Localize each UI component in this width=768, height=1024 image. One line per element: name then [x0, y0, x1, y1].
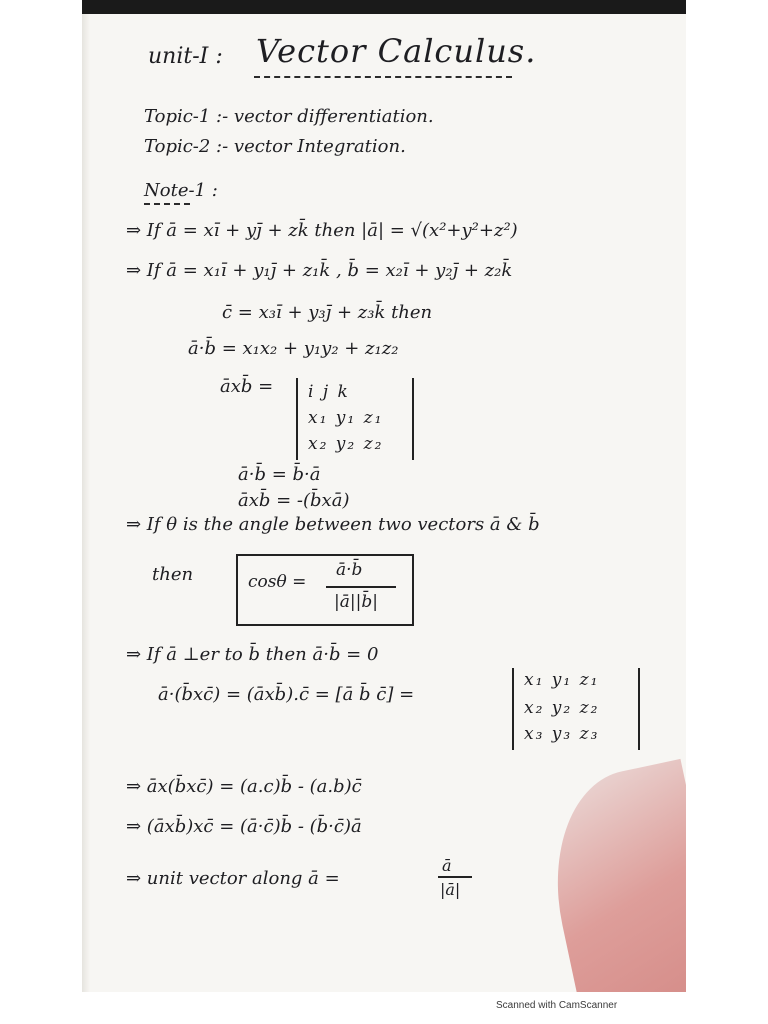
cross-product-determinant — [296, 378, 414, 460]
unit-denominator: |ā| — [440, 880, 461, 899]
fraction-bar — [438, 876, 472, 878]
determinant-row: x₁ y₁ z₁ — [308, 408, 384, 428]
cos-theta-box — [236, 554, 414, 626]
unit-numerator: ā — [442, 856, 452, 875]
unit-vector-statement: ⇒ unit vector along ā = — [126, 868, 340, 889]
notebook-page — [82, 14, 686, 992]
note-heading: Note-1 : — [144, 180, 218, 201]
scalar-triple-product: ā·(b̄xc̄) = (āxb̄).c̄ = [ā b̄ c̄] = — [158, 684, 415, 705]
determinant-row: x₂ y₂ z₂ — [308, 434, 384, 454]
title-underline — [254, 72, 512, 78]
then-word: then — [152, 564, 194, 585]
angle-statement: ⇒ If θ is the angle between two vectors ā & b̄ — [126, 514, 540, 535]
note-underline — [144, 203, 190, 205]
determinant-row: x₂ y₂ z₂ — [524, 698, 600, 718]
vector-c-definition: c̄ = x₃ī + y₃j̄ + z₃k̄ then — [222, 302, 433, 323]
scanner-watermark: Scanned with CamScanner — [496, 1000, 618, 1011]
cos-numerator: ā·b̄ — [336, 560, 363, 580]
dot-commutative: ā·b̄ = b̄·ā — [238, 464, 321, 485]
topic-1: Topic-1 :- vector differentiation. — [144, 106, 434, 127]
fraction-bar — [326, 586, 396, 588]
determinant-row: x₁ y₁ z₁ — [524, 670, 600, 690]
triple-product-determinant — [512, 668, 640, 750]
page-corner-shadow — [534, 759, 686, 992]
vector-triple-product-2: ⇒ (āxb̄)xc̄ = (ā·c̄)b̄ - (b̄·c̄)ā — [126, 816, 362, 837]
vector-triple-product-1: ⇒ āx(b̄xc̄) = (a.c)b̄ - (a.b)c̄ — [126, 776, 362, 797]
scan-top-border — [82, 0, 686, 14]
cross-product-label: āxb̄ = — [220, 376, 274, 397]
cos-denominator: |ā||b̄| — [334, 592, 378, 612]
perpendicular-statement: ⇒ If ā ⊥er to b̄ then ā·b̄ = 0 — [126, 644, 379, 665]
cross-anticommutative: āxb̄ = -(b̄xā) — [238, 490, 350, 511]
determinant-row: x₃ y₃ z₃ — [524, 724, 600, 744]
vectors-a-b-definition: ⇒ If ā = x₁ī + y₁j̄ + z₁k̄ , b̄ = x₂ī + y₂j̄ + z₂k̄ — [126, 260, 513, 281]
dot-product-formula: ā·b̄ = x₁x₂ + y₁y₂ + z₁z₂ — [188, 338, 399, 359]
magnitude-formula: ⇒ If ā = xī + yj̄ + zk̄ then |ā| = √(x²+y²+z²) — [126, 220, 518, 241]
determinant-row: i j k — [308, 382, 350, 402]
unit-label: unit-I : — [148, 44, 223, 69]
topic-2: Topic-2 :- vector Integration. — [144, 136, 406, 157]
page-title: Vector Calculus. — [256, 32, 537, 70]
page-binding-edge — [82, 14, 90, 992]
cos-theta-label: cosθ = — [248, 572, 307, 592]
